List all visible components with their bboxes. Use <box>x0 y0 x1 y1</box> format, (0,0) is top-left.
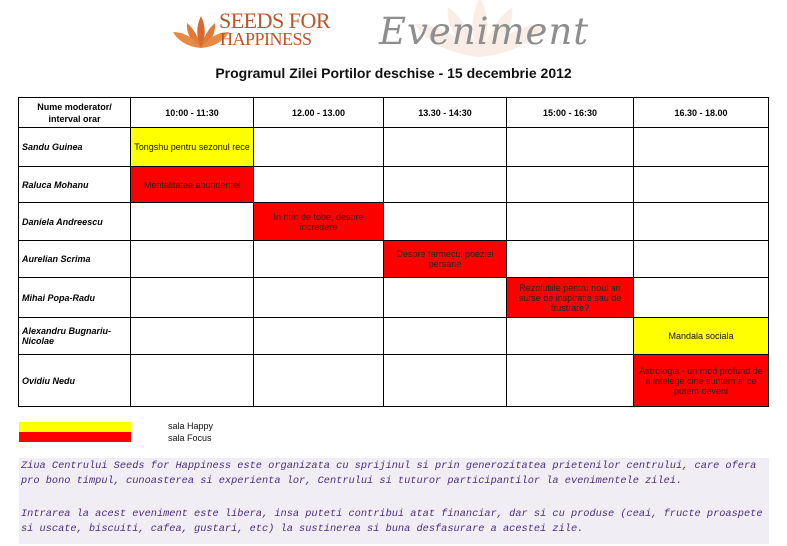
empty-cell <box>384 318 507 355</box>
time-slot-header: 16.30 - 18.00 <box>634 98 769 128</box>
empty-cell <box>254 128 384 167</box>
empty-cell <box>507 355 634 407</box>
session-cell: Despre farmecul poeziei persane <box>384 241 507 278</box>
table-row <box>19 241 769 278</box>
schedule-table <box>18 97 769 407</box>
table-row <box>19 128 769 167</box>
header <box>0 0 787 62</box>
empty-cell <box>384 278 507 318</box>
event-title: Eveniment <box>379 10 590 53</box>
moderator-name: Raluca Mohanu <box>19 167 131 203</box>
empty-cell <box>384 167 507 203</box>
table-row <box>19 278 769 318</box>
legend-label-focus: sala Focus <box>168 433 212 443</box>
empty-cell <box>507 167 634 203</box>
empty-cell <box>131 203 254 241</box>
session-cell: In ritm de tobe, despre incredere <box>254 203 384 241</box>
logo-line-2: HAPPINESS <box>220 29 312 50</box>
empty-cell <box>507 128 634 167</box>
empty-cell <box>634 203 769 241</box>
session-cell: Mentalitatea abundentei <box>131 167 254 203</box>
session-cell: Mandala sociala <box>634 318 769 355</box>
session-cell: Astrologia - un mod profund de a intelege cine suntem si ce putem deveni <box>634 355 769 407</box>
empty-cell <box>131 355 254 407</box>
time-slot-header: 10:00 - 11:30 <box>131 98 254 128</box>
empty-cell <box>131 241 254 278</box>
table-row <box>19 167 769 203</box>
notes-paragraph-2: Intrarea la acest eveniment este libera, insa puteti contribui atat financiar, dar si cu produse (ceai, fructe proaspete si uscate, biscuiti, cafea, gustari, etc) la sustinerea si buna desfasurare a acestei zile. <box>21 508 763 535</box>
empty-cell <box>507 203 634 241</box>
table-row <box>19 203 769 241</box>
empty-cell <box>131 318 254 355</box>
empty-cell <box>384 128 507 167</box>
empty-cell <box>384 355 507 407</box>
time-slot-header: 15:00 - 16:30 <box>507 98 634 128</box>
empty-cell <box>634 278 769 318</box>
moderator-name: Mihai Popa-Radu <box>19 278 131 318</box>
empty-cell <box>634 167 769 203</box>
empty-cell <box>254 355 384 407</box>
logo-line-1: SEEDS FOR <box>219 8 331 33</box>
table-row <box>19 355 769 407</box>
session-cell: Tongshu pentru sezonul rece <box>131 128 254 167</box>
program-title: Programul Zilei Portilor deschise - 15 decembrie 2012 <box>215 65 572 81</box>
empty-cell <box>384 203 507 241</box>
moderator-name: Alexandru Bugnariu-Nicolae <box>19 318 131 355</box>
notes-paragraph-1: Ziua Centrului Seeds for Happiness este organizata cu sprijinul si prin generozitatea prietenilor centrului, care ofera pro bono timpul, cunoasterea si experienta lor, Centrului si tuturor participantilor la evenimentele zilei. <box>21 460 757 487</box>
empty-cell <box>254 318 384 355</box>
empty-cell <box>634 241 769 278</box>
notes-box <box>19 458 769 544</box>
logo <box>219 8 331 50</box>
moderator-name: Daniela Andreescu <box>19 203 131 241</box>
empty-cell <box>131 278 254 318</box>
empty-cell <box>254 278 384 318</box>
time-slot-header: 12.00 - 13.00 <box>254 98 384 128</box>
empty-cell <box>634 128 769 167</box>
table-header-row <box>19 98 769 128</box>
legend-label-happy: sala Happy <box>168 421 214 431</box>
empty-cell <box>254 167 384 203</box>
legend-swatch-focus <box>19 432 131 442</box>
moderator-name: Sandu Guinea <box>19 128 131 167</box>
moderator-name: Ovidiu Nedu <box>19 355 131 407</box>
empty-cell <box>254 241 384 278</box>
session-cell: Rezolutiile pentru noul an surse de inspiratie sau de frustrare? <box>507 278 634 318</box>
table-row <box>19 318 769 355</box>
empty-cell <box>507 318 634 355</box>
time-slot-header: 13.30 - 14:30 <box>384 98 507 128</box>
empty-cell <box>507 241 634 278</box>
corner-header: Nume moderator/ interval orar <box>19 98 131 128</box>
moderator-name: Aurelian Scrima <box>19 241 131 278</box>
legend-swatch-happy <box>19 422 131 432</box>
